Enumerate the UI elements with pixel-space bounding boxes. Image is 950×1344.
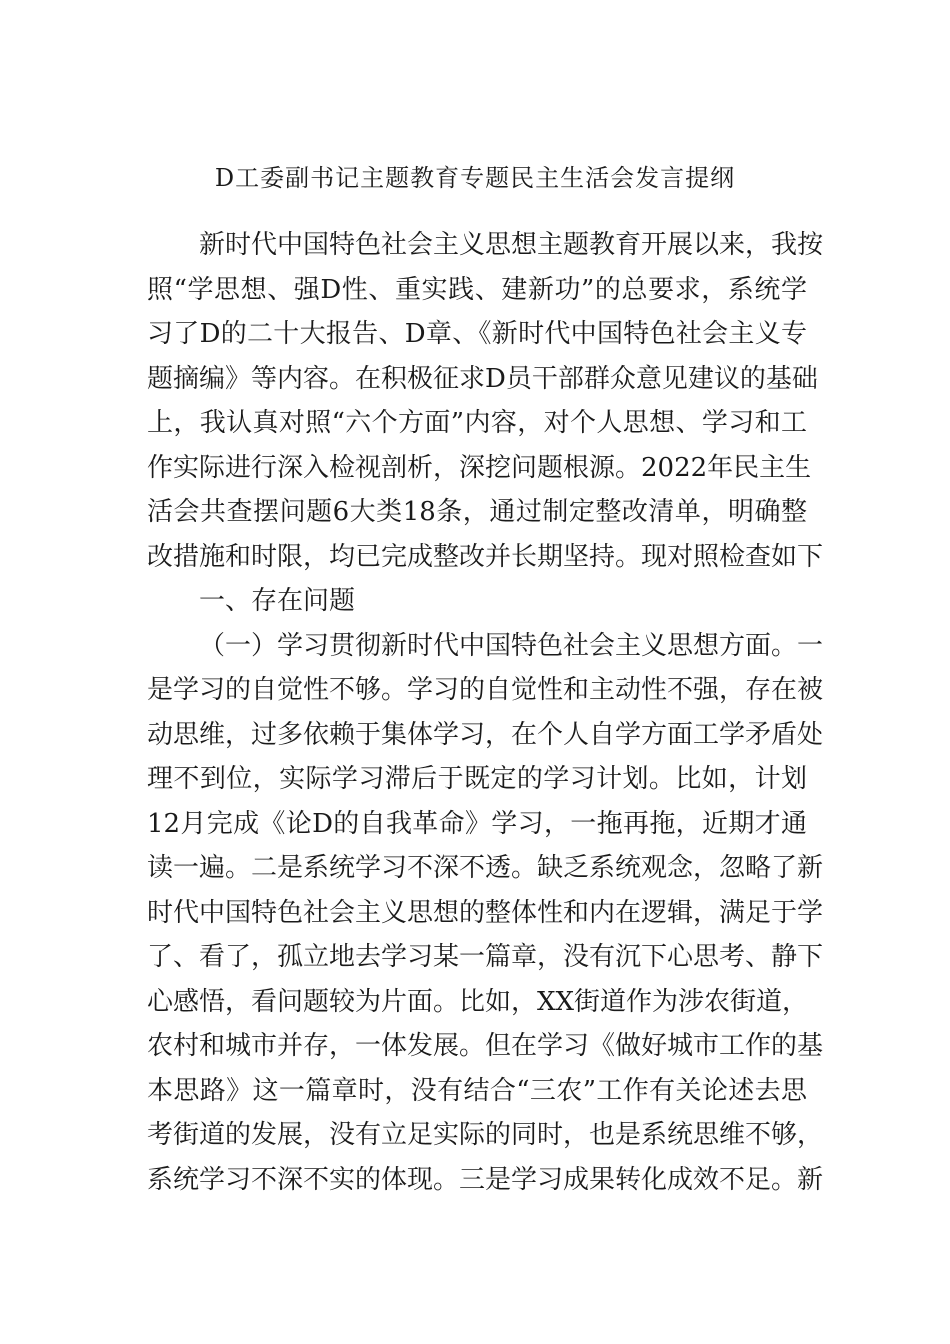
paragraph-line: 改措施和时限，均已完成整改并长期坚持。现对照检查如下 [147,541,824,572]
paragraph-line: 读一遍。二是系统学习不深不透。缺乏系统观念，忽略了新 [147,853,824,883]
paragraph-line: 本思路》这一篇章时，没有结合“三农”工作有关论述去思 [147,1075,807,1106]
section-heading: 一、存在问题 [199,586,356,616]
paragraph-line: 考街道的发展，没有立足实际的同时，也是系统思维不够， [147,1120,824,1150]
paragraph-line: 时代中国特色社会主义思想的整体性和内在逻辑，满足于学 [147,897,824,928]
paragraph-line: 心感悟，看问题较为片面。比如，XX街道作为涉农街道， [147,986,809,1017]
paragraph-line: 12月完成《论D的自我革命》学习，一拖再拖，近期才通 [147,808,807,839]
paragraph-line: 习了D的二十大报告、D章、《新时代中国特色社会主义专 [147,319,807,349]
paragraph-line: 农村和城市并存，一体发展。但在学习《做好城市工作的基 [147,1031,824,1061]
paragraph-line: 了、看了，孤立地去学习某一篇章，没有沉下心思考、静下 [147,942,824,972]
paragraph-line: 是学习的自觉性不够。学习的自觉性和主动性不强，存在被 [147,675,824,705]
paragraph-line: 作实际进行深入检视剖析，深挖问题根源。2022年民主生 [147,452,812,483]
document-body [147,223,824,1202]
paragraph-line: 题摘编》等内容。在积极征求D员干部群众意见建议的基础 [147,363,818,394]
paragraph-line: 活会共查摆问题6大类18条，通过制定整改清单，明确整 [147,497,807,527]
paragraph-line: 新时代中国特色社会主义思想主题教育开展以来，我按 [199,230,824,260]
paragraph-line: 理不到位，实际学习滞后于既定的学习计划。比如，计划 [147,764,807,794]
paragraph-line: 系统学习不深不实的体现。三是学习成果转化成效不足。新 [147,1164,824,1195]
paragraph-line: 照“学思想、强D性、重实践、建新功”的总要求，系统学 [147,274,807,305]
paragraph-line: （一）学习贯彻新时代中国特色社会主义思想方面。一 [199,630,824,661]
paragraph-line: 动思维，过多依赖于集体学习，在个人自学方面工学矛盾处 [147,719,824,750]
document-title: D工委副书记主题教育专题民主生活会发言提纲 [214,164,736,192]
paragraph-line: 上，我认真对照“六个方面”内容，对个人思想、学习和工 [147,408,807,438]
